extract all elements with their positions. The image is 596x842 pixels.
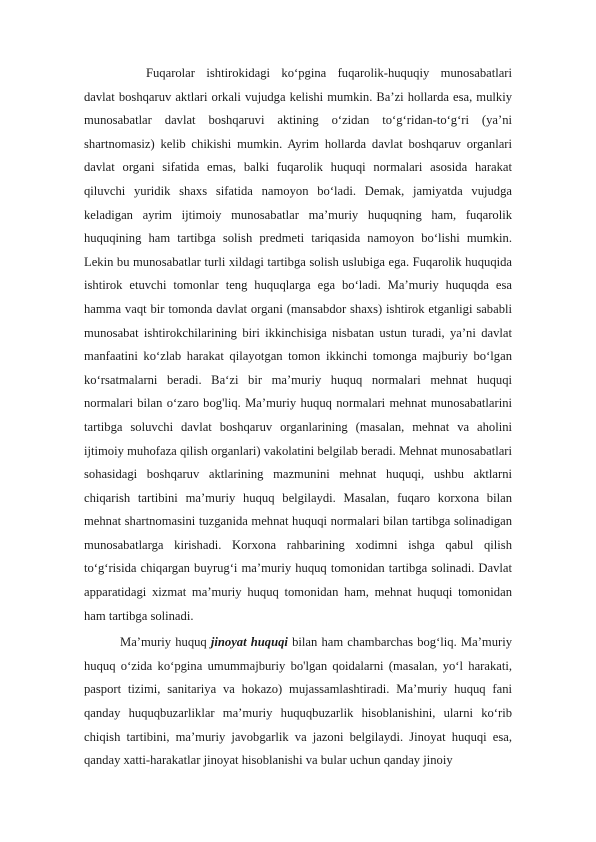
paragraph-text-after-term: bilan ham chambarchas bog‘liq. Ma’muriy huquq o‘zida ko‘pgina umummajburiy bo'lgan qoidalarni (masalan, yo‘l harakati, pasport tizimi, sanitariya va hokazo) mujassamlashtiradi. Ma’muriy huquq fani qanday huquqbuzarliklar ma’muriy huquqbuzarlik hisoblanishini, ularni ko‘rib chiqish tartibini, ma’muriy javobgarlik va jazoni belgilaydi. Jinoyat huquqi esa, qanday xatti-harakatlar jinoyat hisoblanishi va bular uchun qanday jinoiy: [84, 635, 512, 768]
emphasized-term: jinoyat huquqi: [210, 635, 288, 650]
paragraph-text-before-term: Ma’muriy huquq: [120, 635, 211, 650]
paragraph-civil-law-relations: Fuqarolar ishtirokidagi ko‘pgina fuqarolik-huquqiy munosabatlari davlat boshqaruv aktlari orkali vujudga kelishi mumkin. Ba’zi hollarda esa, mulkiy munosabatlar davlat boshqaruvi aktining o‘zidan to‘g‘ridan-to‘g‘ri (ya’ni shartnomasiz) kelib chikishi mumkin. Ayrim hollarda davlat boshqaruv organlari davlat organi sifatida emas, balki fuqarolik huquqi normalari asosida harakat qiluvchi yuridik shaxs sifatida namoyon bo‘ladi. Demak, jamiyatda vujudga keladigan ayrim ijtimoiy munosabatlar ma’muriy huquqning ham, fuqarolik huquqining ham tartibga solish predmeti tariqasida namoyon bo‘lishi mumkin. Lekin bu munosabatlar turli xildagi tartibga solish uslubiga ega. Fuqarolik huquqida ishtirok etuvchi tomonlar teng huquqlarga ega bo‘ladi. Ma’muriy huquqda esa hamma vaqt bir tomonda davlat organi (mansabdor shaxs) ishtirok etganligi sababli munosabat ishtirokchilarining biri ikkinchisiga nisbatan ustun turadi, ya’ni davlat manfaatini ko‘zlab harakat qilayotgan tomon ikkinchi tomonga majburiy bo‘lgan ko‘rsatmalarni beradi. Ba‘zi bir ma’muriy huquq normalari mehnat huquqi normalari bilan o‘zaro bog'liq. Ma’muriy huquq normalari mehnat munosabatlarini tartibga soluvchi davlat boshqaruv organlarining (masalan, mehnat va aholini ijtimoiy muhofaza qilish organlari) vakolatini belgilab beradi. Mehnat munosabatlari sohasidagi boshqaruv aktlarining mazmunini mehnat huquqi, ushbu aktlarni chiqarish tartibini ma’muriy huquq belgilaydi. Masalan, fuqaro korxona bilan mehnat shartnomasini tuzganida mehnat huquqi normalari bilan tartibga solinadigan munosabatlarga kirishadi. Korxona rahbarining xodimni ishga qabul qilish to‘g‘risida chiqargan buyrug‘i ma’muriy huquq tomonidan tartibga solinadi. Davlat apparatidagi xizmat ma’muriy huquq tomonidan ham, mehnat huquqi tomonidan ham tartibga solinadi.: [84, 66, 512, 623]
document-page: [84, 62, 512, 773]
paragraph-criminal-law-relations: [84, 631, 512, 773]
